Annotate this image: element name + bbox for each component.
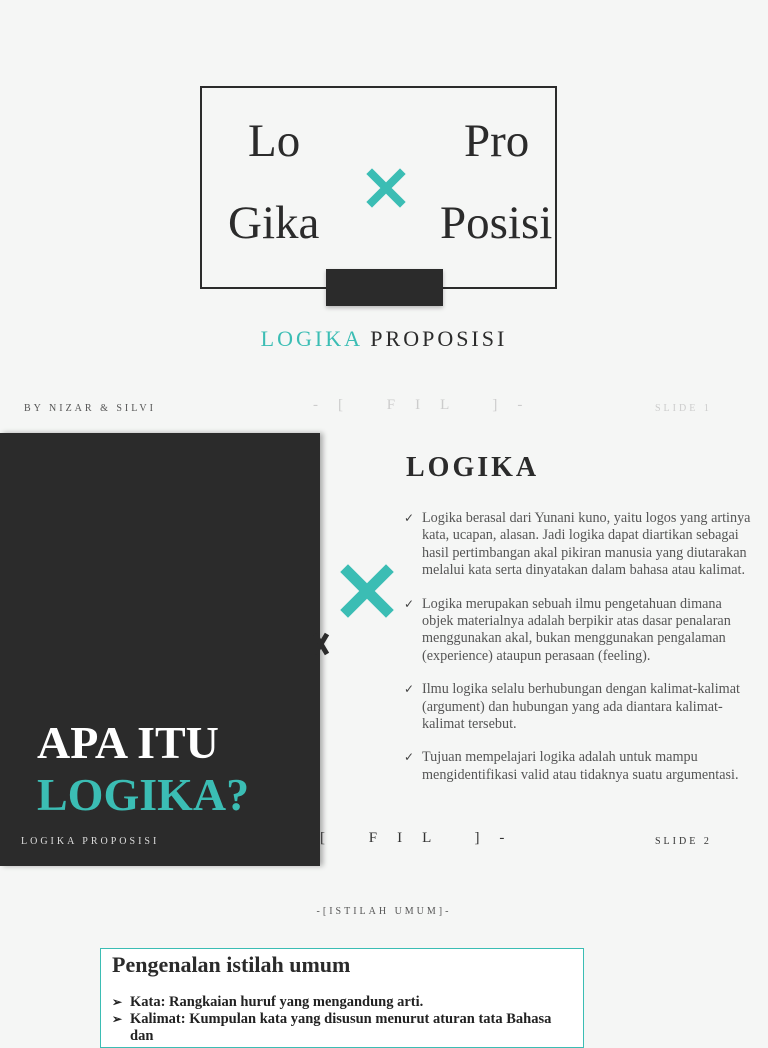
istilah-text: Kata: Rangkaian huruf yang mengandung arti. <box>130 994 424 1010</box>
bullet-text: Logika berasal dari Yunani kuno, yaitu logos yang artinya kata, ucapan, alasan. Jadi logika dapat diartikan sebagai hasil pertimbangan akal pikiran manusia yang diutarakan melalui kata serta dinyatakan dalam bahasa atau kalimat. <box>422 510 751 579</box>
panel-footer: LOGIKA PROPOSISI <box>21 836 160 847</box>
subtitle-rest: PROPOSISI <box>370 326 508 351</box>
check-icon: ✓ <box>404 682 415 697</box>
cross-icon <box>340 564 394 618</box>
bullet-text: Logika merupakan sebuah ilmu pengetahuan dimana objek materialnya adalah berpikir atas dasar penalaran menggunakan akal, bukan menggunakan pengalaman (experience) ataupun perasaan (feeling). <box>422 595 731 664</box>
list-item <box>112 1011 572 1045</box>
slide1-subtitle <box>0 326 768 352</box>
slide1-footer-fil: -[ FIL ]- <box>313 397 543 413</box>
logika-bullet-list <box>404 510 752 800</box>
title-tab-decoration <box>326 269 443 306</box>
panel-title-line1: APA ITU <box>37 717 219 768</box>
title-word-lo: Lo <box>248 115 301 167</box>
title-word-gika: Gika <box>228 197 320 249</box>
istilah-text: Kalimat: Kumpulan kata yang disusun menurut aturan tata Bahasa dan <box>130 1011 552 1044</box>
istilah-list <box>112 994 572 1045</box>
bullet-text: Ilmu logika selalu berhubungan dengan kalimat-kalimat (argument) dan hubungan yang ada diantara kalimat-kalimat tersebut. <box>422 681 740 733</box>
check-icon: ✓ <box>404 511 415 525</box>
list-item <box>404 510 752 580</box>
arrow-bullet-icon: ➢ <box>112 995 123 1009</box>
bullet-text: Tujuan mempelajari logika adalah untuk mampu mengidentifikasi valid atau tidaknya suatu argumentasi. <box>422 749 739 783</box>
list-item <box>112 994 572 1011</box>
title-word-pro: Pro <box>464 115 530 167</box>
check-icon: ✓ <box>404 596 415 611</box>
cross-icon <box>366 168 406 208</box>
slide1-footer-authors: BY NIZAR & SILVI <box>24 403 156 414</box>
slide2-dark-panel <box>0 433 320 866</box>
arrow-bullet-icon: ➢ <box>112 1012 123 1026</box>
list-item <box>404 749 752 784</box>
logika-heading: LOGIKA <box>406 452 540 483</box>
title-word-posisi: Posisi <box>440 197 553 249</box>
list-item <box>404 681 752 733</box>
istilah-box <box>100 948 584 1048</box>
slide1-footer-slide-number: SLIDE 1 <box>655 403 712 414</box>
check-icon: ✓ <box>404 750 415 765</box>
slide2-footer-slide-number: SLIDE 2 <box>655 836 712 847</box>
slide2-footer-fil: [ FIL ]- <box>320 830 525 846</box>
panel-title-line2: LOGIKA? <box>37 769 250 820</box>
subtitle-accent: LOGIKA <box>260 326 362 351</box>
cross-icon-partial <box>313 632 329 656</box>
list-item <box>404 596 752 666</box>
title-frame <box>200 86 557 289</box>
istilah-section-label: -[ISTILAH UMUM]- <box>316 906 452 917</box>
istilah-title: Pengenalan istilah umum <box>112 952 351 977</box>
